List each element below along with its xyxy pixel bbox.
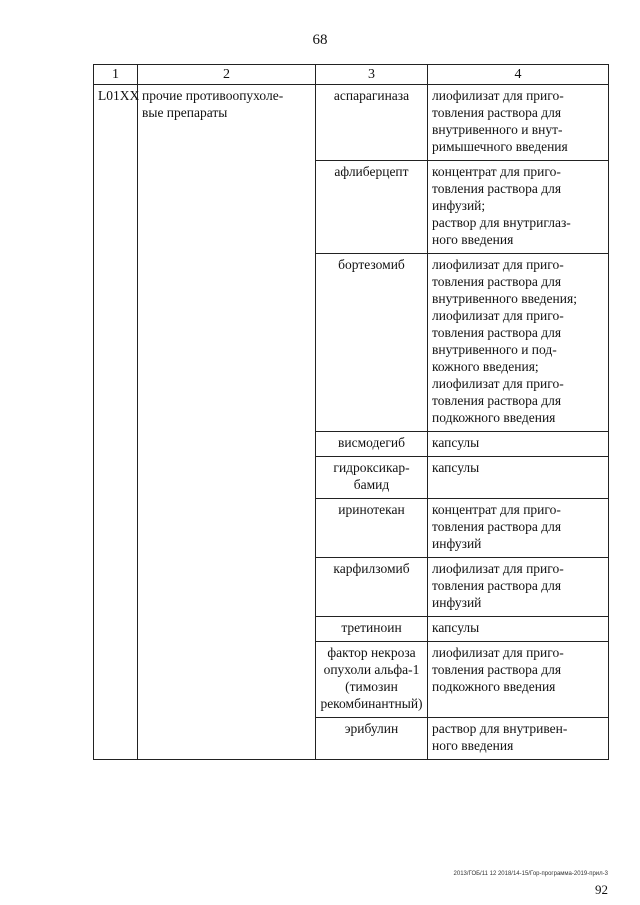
column-header-2: 2 xyxy=(138,65,316,85)
drug-name xyxy=(316,457,428,499)
drug-name-line: рекомбинантный) xyxy=(320,696,423,711)
drug-name-line: опухоли альфа-1 xyxy=(323,662,420,677)
drug-name xyxy=(316,254,428,432)
document-reference: 2013/ГОБ/11 12 2018/14-15/Гор-программа-2019-прил-3 xyxy=(453,871,608,877)
dosage-form-line: лиофилизат для приго- xyxy=(432,257,564,272)
drug-name xyxy=(316,499,428,558)
dosage-form-line: римышечного введения xyxy=(432,139,568,154)
drug-name-line: фактор некроза xyxy=(327,645,416,660)
dosage-form-line: концентрат для приго- xyxy=(432,502,561,517)
dosage-form-line: внутривенного введения; xyxy=(432,291,577,306)
dosage-form-line: кожного введения; xyxy=(432,359,539,374)
group-name-line: прочие противоопухоле- xyxy=(142,88,284,103)
drug-name xyxy=(316,432,428,457)
drug-name-line: афлиберцепт xyxy=(334,164,409,179)
drug-name-line: иринотекан xyxy=(338,502,405,517)
drug-table xyxy=(93,64,609,760)
dosage-form-line: товления раствора для xyxy=(432,578,562,593)
dosage-form-line: товления раствора для xyxy=(432,325,562,340)
dosage-form-line: лиофилизат для приго- xyxy=(432,308,564,323)
group-name-line: вые препараты xyxy=(142,105,228,120)
dosage-form-line: раствор для внутривен- xyxy=(432,721,568,736)
dosage-form xyxy=(428,254,609,432)
drug-name xyxy=(316,718,428,760)
dosage-form xyxy=(428,558,609,617)
header-row xyxy=(94,65,609,85)
dosage-form-line: лиофилизат для приго- xyxy=(432,561,564,576)
dosage-form xyxy=(428,85,609,161)
dosage-form xyxy=(428,642,609,718)
drug-name xyxy=(316,642,428,718)
dosage-form xyxy=(428,457,609,499)
dosage-form-line: капсулы xyxy=(432,620,480,635)
dosage-form-line: подкожного введения xyxy=(432,679,556,694)
dosage-form-line: концентрат для приго- xyxy=(432,164,561,179)
drug-name-line: висмодегиб xyxy=(338,435,405,450)
dosage-form-line: товления раствора для xyxy=(432,105,562,120)
page-number: 68 xyxy=(312,32,328,48)
dosage-form-line: ного введения xyxy=(432,232,514,247)
dosage-form-line: лиофилизат для приго- xyxy=(432,376,564,391)
dosage-form-line: подкожного введения xyxy=(432,410,556,425)
column-header-1: 1 xyxy=(94,65,138,85)
drug-name-line: эрибулин xyxy=(344,721,399,736)
table-row xyxy=(94,85,609,161)
drug-name-line: карфилзомиб xyxy=(333,561,410,576)
column-header-3: 3 xyxy=(316,65,428,85)
dosage-form xyxy=(428,617,609,642)
drug-name-line: гидроксикар- xyxy=(333,460,410,475)
drug-name-line: бамид xyxy=(353,477,390,492)
dosage-form xyxy=(428,718,609,760)
sheet-number: 92 xyxy=(595,882,608,897)
dosage-form-line: ного введения xyxy=(432,738,514,753)
dosage-form-line: капсулы xyxy=(432,460,480,475)
dosage-form-line: товления раствора для xyxy=(432,662,562,677)
atc-code: L01XX xyxy=(94,85,138,760)
dosage-form-line: товления раствора для xyxy=(432,519,562,534)
drug-name-line: (тимозин xyxy=(345,679,398,694)
drug-group-name xyxy=(138,85,316,760)
dosage-form-line: внутривенного и под- xyxy=(432,342,557,357)
dosage-form-line: товления раствора для xyxy=(432,181,562,196)
drug-name xyxy=(316,161,428,254)
dosage-form-line: инфузий xyxy=(432,595,482,610)
dosage-form-line: инфузий xyxy=(432,536,482,551)
drug-name xyxy=(316,85,428,161)
dosage-form-line: раствор для внутриглаз- xyxy=(432,215,571,230)
drug-name-line: бортезомиб xyxy=(338,257,405,272)
drug-name-line: третиноин xyxy=(341,620,402,635)
drug-name xyxy=(316,617,428,642)
dosage-form-line: лиофилизат для приго- xyxy=(432,88,564,103)
dosage-form-line: внутривенного и внут- xyxy=(432,122,563,137)
table-body xyxy=(94,85,609,760)
drug-name xyxy=(316,558,428,617)
dosage-form-line: товления раствора для xyxy=(432,274,562,289)
column-header-4: 4 xyxy=(428,65,609,85)
dosage-form-line: товления раствора для xyxy=(432,393,562,408)
dosage-form xyxy=(428,432,609,457)
dosage-form xyxy=(428,499,609,558)
dosage-form-line: инфузий; xyxy=(432,198,486,213)
drug-name-line: аспарагиназа xyxy=(333,88,410,103)
dosage-form-line: капсулы xyxy=(432,435,480,450)
dosage-form xyxy=(428,161,609,254)
dosage-form-line: лиофилизат для приго- xyxy=(432,645,564,660)
